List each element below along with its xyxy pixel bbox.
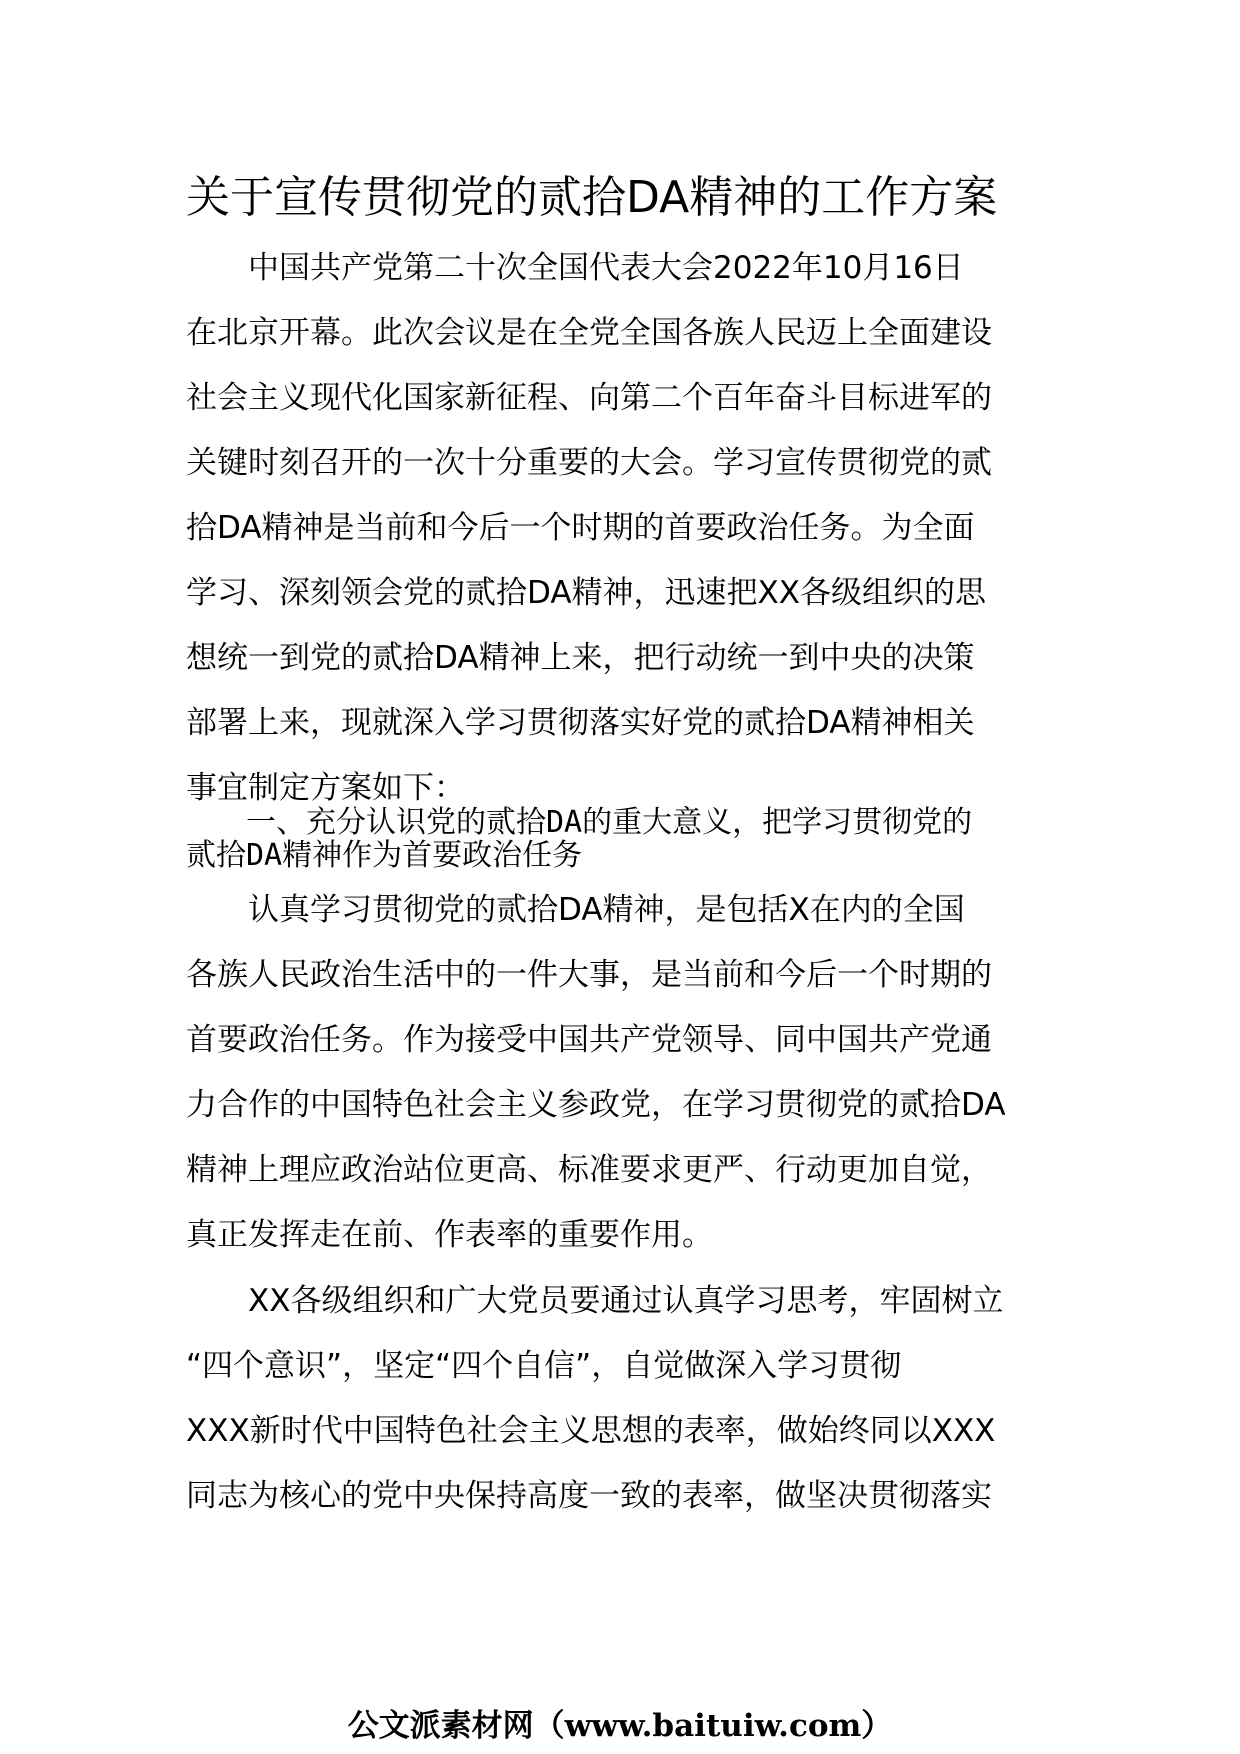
body-paragraph-1: 认真学习贯彻党的贰拾DA精神，是包括X在内的全国 各族人民政治生活中的一件大事，是当前和今后一个时期的 首要政治任务。作为接受中国共产党领导、同中国共产党通 力合作的中国特色社会主义参政党，在学习贯彻党的贰拾DA 精神上理应政治站位更高、标准要求更严、行动更加自觉， 真正发挥走在前、作表率的重要作用。 xyxy=(186,892,1006,1253)
intro-paragraph: 中国共产党第二十次全国代表大会2022年10月16日 在北京开幕。此次会议是在全党全国各族人民迈上全面建设 社会主义现代化国家新征程、向第二个百年奋斗目标进军的 关键时刻召开的一次十分重要的大会。学习宣传贯彻党的贰 拾DA精神是当前和今后一个时期的首要政治任务。为全面 学习、深刻领会党的贰拾DA精神，迅速把XX各级组织的思 想统一到党的贰拾DA精神上来，把行动统一到中央的决策 部署上来，现就深入学习贯彻落实好党的贰拾DA精神相关 事宜制定方案如下： xyxy=(186,250,992,806)
document-title: 关于宣传贯彻党的贰拾DA精神的工作方案 xyxy=(186,172,998,223)
footer-watermark: 公文派素材网（www.baituiw.com） xyxy=(347,1708,893,1744)
body-paragraph-2: XX各级组织和广大党员要通过认真学习思考，牢固树立 “四个意识”，坚定“四个自信”，自觉做深入学习贯彻 XXX新时代中国特色社会主义思想的表率，做始终同以XXX 同志为核心的党中央保持高度一致的表率，做坚决贯彻落实 xyxy=(186,1283,1004,1514)
section-heading-1: 一、充分认识党的贰拾DA的重大意义，把学习贯彻党的 贰拾DA精神作为首要政治任务 xyxy=(186,805,973,873)
